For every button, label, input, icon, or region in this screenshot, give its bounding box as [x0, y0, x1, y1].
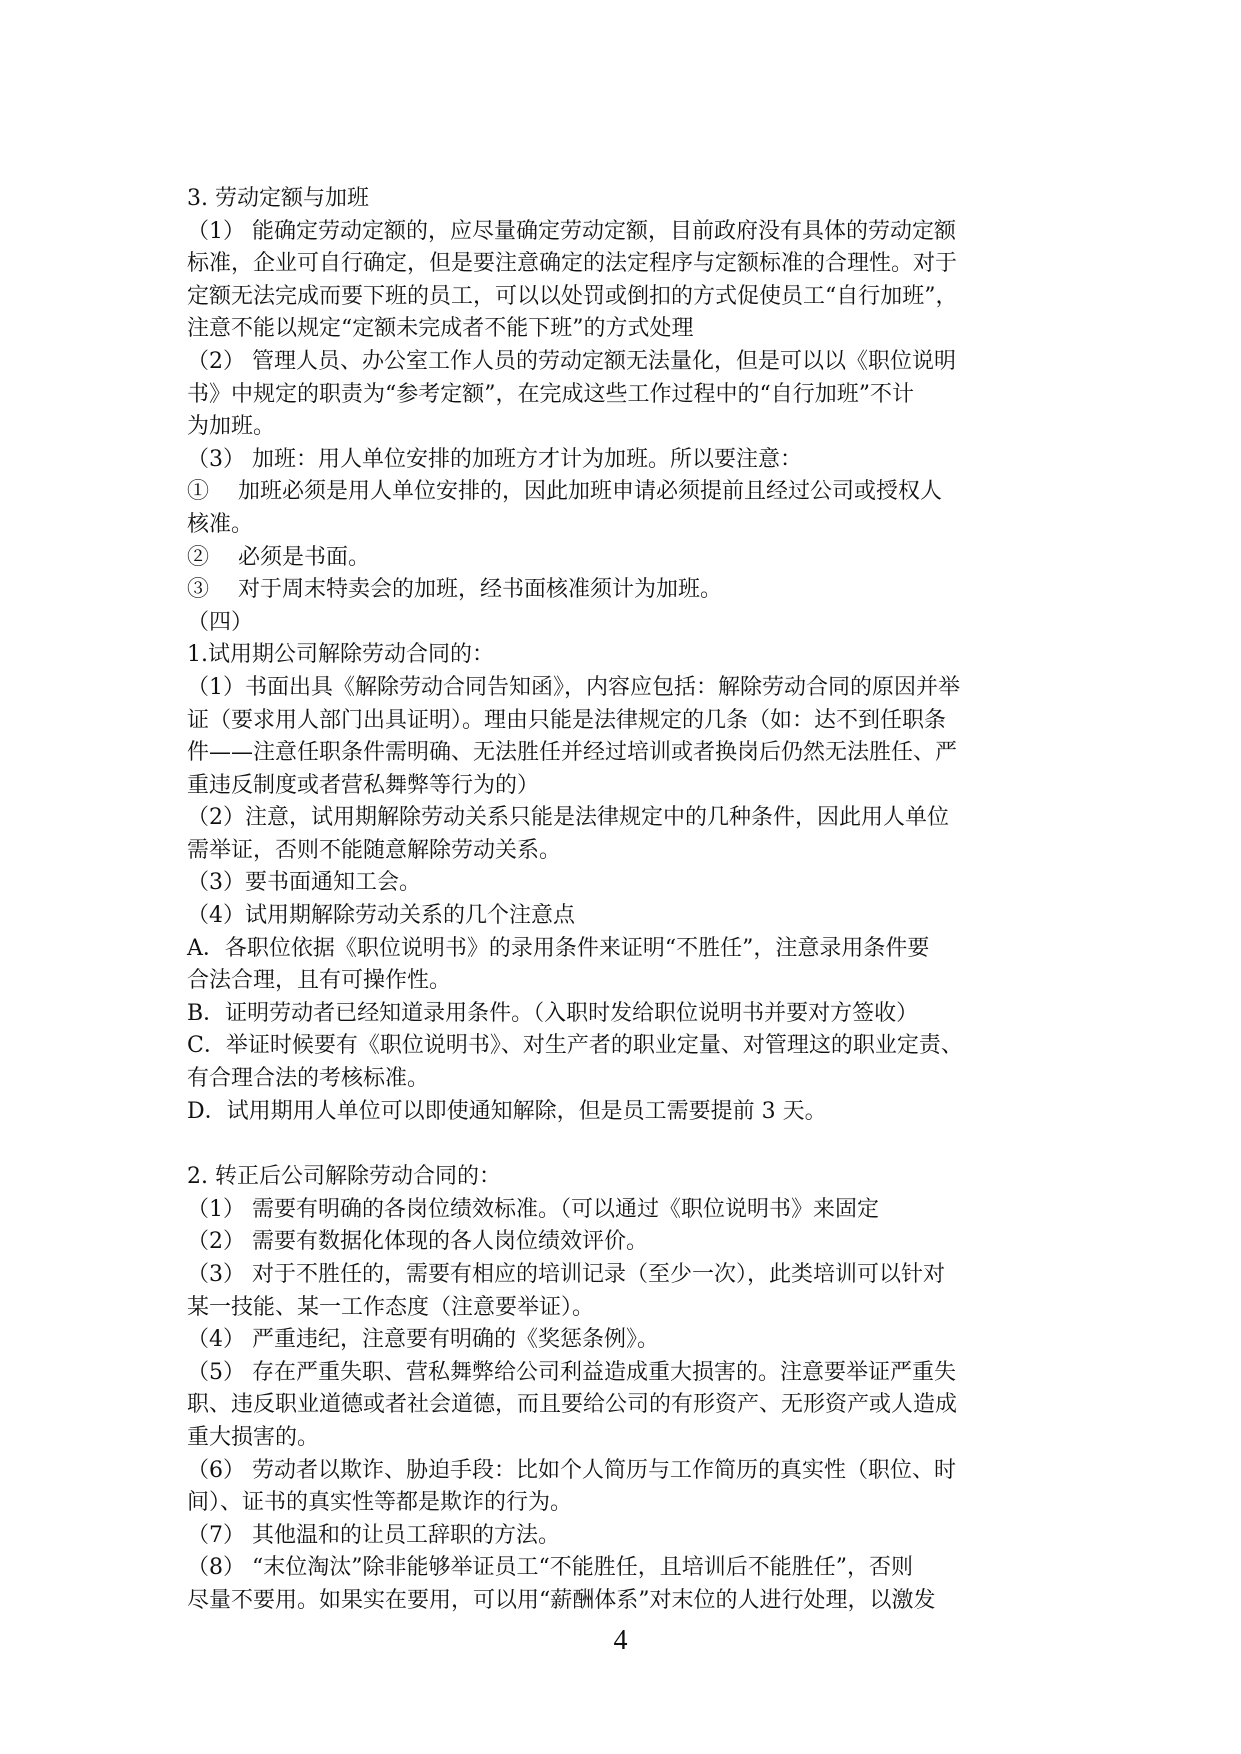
text-line: C．举证时候要有《职位说明书》、对生产者的职业定量、对管理这的职业定责、 — [187, 1033, 963, 1059]
text-line: D．试用期用人单位可以即使通知解除，但是员工需要提前 3 天。 — [187, 1098, 827, 1124]
text-line: 件——注意任职条件需明确、无法胜任并经过培训或者换岗后仍然无法胜任、严 — [187, 740, 958, 766]
text-line: （7） 其他温和的让员工辞职的方法。 — [187, 1522, 560, 1548]
text-line: 合法合理，且有可操作性。 — [187, 968, 452, 994]
text-line: ① 加班必须是用人单位安排的，因此加班申请必须提前且经过公司或授权人 — [187, 479, 942, 505]
text-line: 为加班。 — [187, 414, 276, 440]
text-line: 定额无法完成而要下班的员工，可以以处罚或倒扣的方式促使员工“自行加班”， — [187, 283, 958, 309]
section-heading: 3. 劳动定额与加班 — [187, 186, 369, 211]
text-line: （2） 需要有数据化体现的各人岗位绩效评价。 — [187, 1229, 648, 1255]
subsection-heading: 1.试用期公司解除劳动合同的： — [187, 642, 494, 668]
text-line: 职、违反职业道德或者社会道德，而且要给公司的有形资产、无形资产或人造成 — [187, 1392, 958, 1418]
text-line: （5） 存在严重失职、营私舞弊给公司利益造成重大损害的。注意要举证严重失 — [187, 1359, 956, 1385]
text-line: ② 必须是书面。 — [187, 544, 370, 570]
page-number: 4 — [613, 1625, 628, 1656]
text-line: （3） 加班：用人单位安排的加班方才计为加班。所以要注意： — [187, 446, 802, 472]
blank-line — [187, 1128, 1057, 1161]
text-line: （2）注意，试用期解除劳动关系只能是法律规定中的几种条件，因此用人单位 — [187, 805, 949, 831]
subsection-heading: 2. 转正后公司解除劳动合同的： — [187, 1164, 501, 1190]
text-line: （1） 能确定劳动定额的，应尽量确定劳动定额，目前政府没有具体的劳动定额 — [187, 218, 956, 244]
text-line: 证（要求用人部门出具证明）。理由只能是法律规定的几条（如：达不到任职条 — [187, 707, 947, 733]
text-line: B．证明劳动者已经知道录用条件。（入职时发给职位说明书并要对方签收） — [187, 1000, 919, 1026]
text-line: 某一技能、某一工作态度（注意要举证）。 — [187, 1294, 595, 1320]
text-line: ③ 对于周末特卖会的加班，经书面核准须计为加班。 — [187, 577, 722, 603]
text-line: 书》中规定的职责为“参考定额”，在完成这些工作过程中的“自行加班”不计 — [187, 381, 914, 407]
text-line: （1）书面出具《解除劳动合同告知函》，内容应包括：解除劳动合同的原因并举 — [187, 674, 960, 700]
text-line: 需举证，否则不能随意解除劳动关系。 — [187, 837, 562, 863]
text-line: （2） 管理人员、办公室工作人员的劳动定额无法量化，但是可以以《职位说明 — [187, 348, 956, 374]
text-line: （4） 严重违纪，注意要有明确的《奖惩条例》。 — [187, 1327, 659, 1353]
text-line: 尽量不要用。如果实在要用，可以用“薪酬体系”对末位的人进行处理，以激发 — [187, 1587, 936, 1613]
text-line: A．各职位依据《职位说明书》的录用条件来证明“不胜任”，注意录用条件要 — [187, 935, 930, 961]
text-line: （6） 劳动者以欺诈、胁迫手段：比如个人简历与工作简历的真实性（职位、时 — [187, 1457, 956, 1483]
text-line: （8） “末位淘汰”除非能够举证员工“不能胜任，且培训后不能胜任”，否则 — [187, 1555, 913, 1581]
text-line: （4）试用期解除劳动关系的几个注意点 — [187, 903, 575, 929]
text-line: 有合理合法的考核标准。 — [187, 1066, 430, 1092]
text-line: （3）要书面通知工会。 — [187, 870, 421, 896]
text-line: 标准，企业可自行确定，但是要注意确定的法定程序与定额标准的合理性。对于 — [187, 251, 958, 277]
text-line: 间）、证书的真实性等都是欺诈的行为。 — [187, 1490, 573, 1516]
text-line: （1） 需要有明确的各岗位绩效标准。（可以通过《职位说明书》来固定 — [187, 1196, 879, 1222]
text-line: 注意不能以规定“定额未完成者不能下班”的方式处理 — [187, 316, 694, 342]
text-line: （3） 对于不胜任的，需要有相应的培训记录（至少一次），此类培训可以针对 — [187, 1262, 945, 1287]
text-line: 重大损害的。 — [187, 1424, 320, 1450]
page-body — [187, 183, 1057, 1618]
text-line: 核准。 — [187, 511, 254, 537]
section-heading: （四） — [187, 609, 254, 635]
text-line: 重违反制度或者营私舞弊等行为的） — [187, 772, 540, 798]
